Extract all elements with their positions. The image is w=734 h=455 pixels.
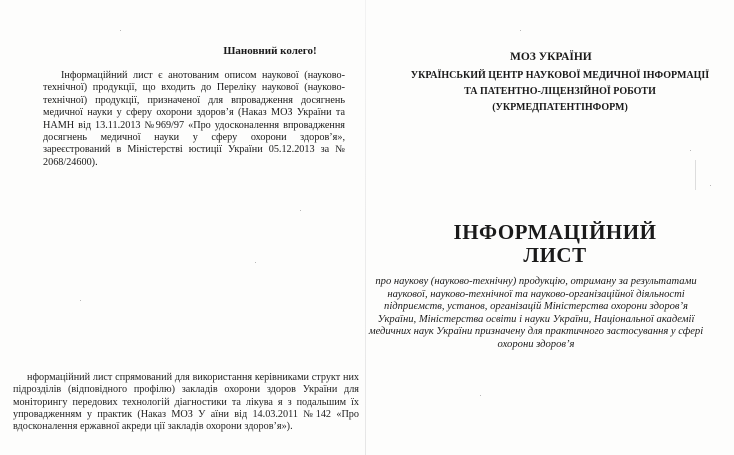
greeting-heading: Шановний колего! [223,45,317,57]
scan-speck [80,300,81,301]
scan-speck [120,30,121,31]
center-name-line-2: ТА ПАТЕНТНО-ЛІЦЕНЗІЙНОЇ РОБОТИ [464,86,656,97]
scan-speck [520,30,521,31]
scan-speck [255,262,256,263]
usage-paragraph: нформаційний лист спрямований для використання керівниками структ них підрозділів (відповідного профілю) закладів охорони здоров України для моніторингу передових технологій діагностики та лікува я з подальшим їх упровадженням у практик (Наказ МОЗ У аїни від 14.03.2011 №142 «Про вдосконалення ержавної акреди ції закладів охорони здоров’я»). [13,372,359,433]
ministry-heading: МОЗ УКРАЇНИ [510,51,592,63]
document-description: про наукову (науково-технічну) продукцію, отриману за результатами наукової, науково-технічної та науково-організаційної діяльності підприємств, установ, організацій Міністерства охорони здоров’я України, Міністерства освіти і науки України, Національної академії медичних наук України призначену для практичного застосування у сфері охорони здоров’я [368,276,704,350]
document-title-line-2: ЛИСТ [523,243,587,267]
scan-margin-mark [695,160,716,190]
intro-paragraph: Інформаційний лист є анотованим описом наукової (науково-технічної) продукції, що входить до Переліку наукової (науково-технічної) продукції, призначеної для впровадження досягнень медичної науки у сферу охорони здоров’я (Наказ МОЗ України та НАМН від 13.11.2013 №969/97 «Про удосконалення впровадження досягнень медичної науки у сферу охорони здоров’я», зареєстрований в Міністерстві юстиції України 05.12.2013 за № 2068/24600). [43,70,345,168]
document-title [400,221,710,267]
center-name-line-3: (УКРМЕДПАТЕНТІНФОРМ) [492,102,628,113]
scan-speck [480,395,481,396]
scan-speck [300,210,301,211]
document-title-line-1: ІНФОРМАЦІЙНИЙ [453,220,657,244]
center-name-line-1: УКРАЇНСЬКИЙ ЦЕНТР НАУКОВОЇ МЕДИЧНОЇ ІНФОРМАЦІЇ [410,70,710,81]
center-name-block [405,68,715,116]
scan-speck [690,150,691,151]
scan-speck [710,185,711,186]
page-fold-line [365,0,366,455]
